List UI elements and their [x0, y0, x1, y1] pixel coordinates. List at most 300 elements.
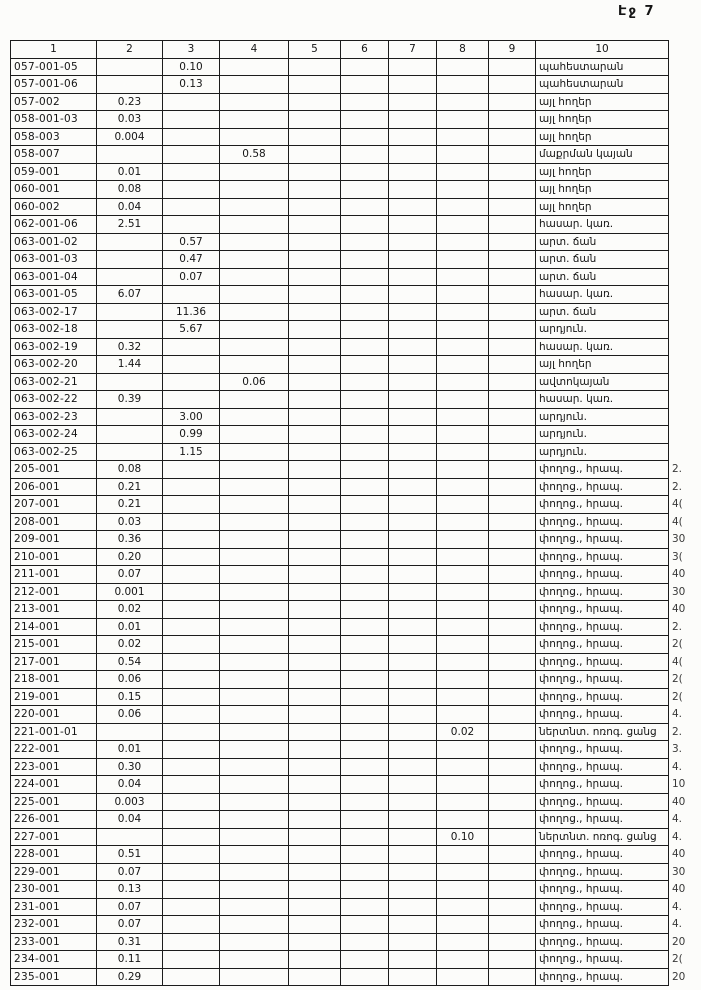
cell-col4: [220, 688, 289, 706]
cell-col6: [341, 111, 389, 129]
cell-col1: 213-001: [11, 601, 97, 619]
cell-col6: [341, 163, 389, 181]
cell-col1: 063-002-20: [11, 356, 97, 374]
cell-col5: [289, 601, 341, 619]
cell-col7: [389, 758, 437, 776]
cell-col6: [341, 268, 389, 286]
cell-col3: 0.47: [163, 251, 220, 269]
cell-col4: [220, 566, 289, 584]
margin-note: [669, 443, 699, 461]
cell-col1: 235-001: [11, 968, 97, 986]
margin-note: [669, 111, 699, 129]
cell-col8: [437, 58, 489, 76]
cell-col4: [220, 758, 289, 776]
cell-col7: [389, 548, 437, 566]
cell-col7: [389, 93, 437, 111]
cell-col9: [489, 93, 536, 111]
cell-col10: այլ հողեր: [536, 181, 669, 199]
cell-col1: 063-002-19: [11, 338, 97, 356]
cell-col3: [163, 863, 220, 881]
cell-col6: [341, 146, 389, 164]
cell-col6: [341, 198, 389, 216]
cell-col10: փողոց., հրապ.: [536, 636, 669, 654]
margin-note: 40: [672, 883, 686, 896]
cell-col4: [220, 741, 289, 759]
margin-note: 40: [672, 848, 686, 861]
cell-col9: [489, 968, 536, 986]
margin-spacer: [669, 41, 699, 59]
cell-col3: [163, 286, 220, 304]
margin-note: [669, 356, 699, 374]
cell-col8: [437, 706, 489, 724]
cell-col4: 0.58: [220, 146, 289, 164]
cell-col1: 230-001: [11, 881, 97, 899]
cell-col6: [341, 688, 389, 706]
cell-col10: պահեստարան: [536, 76, 669, 94]
cell-col7: [389, 443, 437, 461]
table-row: [11, 653, 699, 671]
cell-col4: [220, 76, 289, 94]
cell-col6: [341, 723, 389, 741]
cell-col7: [389, 601, 437, 619]
cell-col3: [163, 391, 220, 409]
cell-col8: [437, 338, 489, 356]
cell-col8: [437, 478, 489, 496]
cell-col8: [437, 93, 489, 111]
cell-col10: փողոց., հրապ.: [536, 601, 669, 619]
cell-col3: [163, 671, 220, 689]
cell-col9: [489, 163, 536, 181]
cell-col3: [163, 846, 220, 864]
table-row: [11, 111, 699, 129]
cell-col5: [289, 933, 341, 951]
cell-col10: փողոց., հրապ.: [536, 898, 669, 916]
cell-col1: 229-001: [11, 863, 97, 881]
cell-col9: [489, 111, 536, 129]
cell-col10: փողոց., հրապ.: [536, 951, 669, 969]
cell-col7: [389, 128, 437, 146]
cell-col5: [289, 146, 341, 164]
margin-note: 40: [672, 568, 686, 581]
cell-col9: [489, 513, 536, 531]
cell-col10: փողոց., հրապ.: [536, 968, 669, 986]
cell-col10: հասար. կառ.: [536, 286, 669, 304]
cell-col2: [97, 426, 163, 444]
cell-col6: [341, 671, 389, 689]
cell-col9: [489, 373, 536, 391]
table-row: [11, 776, 699, 794]
cell-col9: [489, 496, 536, 514]
cell-col10: փողոց., հրապ.: [536, 881, 669, 899]
cell-col2: 0.32: [97, 338, 163, 356]
table-row: [11, 93, 699, 111]
margin-note: 2.: [672, 480, 683, 493]
table-header-row: [11, 41, 699, 59]
cell-col10: փողոց., հրապ.: [536, 793, 669, 811]
cell-col8: [437, 373, 489, 391]
cell-col1: 231-001: [11, 898, 97, 916]
cell-col1: 218-001: [11, 671, 97, 689]
cell-col7: [389, 76, 437, 94]
cell-col2: 0.54: [97, 653, 163, 671]
cell-col9: [489, 601, 536, 619]
cell-col3: [163, 356, 220, 374]
cell-col4: [220, 933, 289, 951]
cell-col7: [389, 811, 437, 829]
cell-col4: [220, 233, 289, 251]
table-row: [11, 811, 699, 829]
cell-col5: [289, 723, 341, 741]
cell-col3: 0.57: [163, 233, 220, 251]
cell-col4: [220, 461, 289, 479]
cell-col6: [341, 846, 389, 864]
cell-col9: [489, 583, 536, 601]
cell-col4: [220, 513, 289, 531]
cell-col10: ներտնտ. ոռոգ. ցանց: [536, 723, 669, 741]
cell-col8: [437, 601, 489, 619]
cell-col5: [289, 216, 341, 234]
cell-col4: [220, 601, 289, 619]
cell-col1: 234-001: [11, 951, 97, 969]
cell-col3: 1.15: [163, 443, 220, 461]
cell-col2: [97, 373, 163, 391]
cell-col4: [220, 111, 289, 129]
cell-col7: [389, 881, 437, 899]
cell-col5: [289, 671, 341, 689]
cell-col4: [220, 408, 289, 426]
cell-col10: փողոց., հրապ.: [536, 741, 669, 759]
cell-col2: [97, 828, 163, 846]
margin-note: 30: [672, 533, 686, 546]
cell-col10: արտ. ճան: [536, 268, 669, 286]
cell-col6: [341, 933, 389, 951]
cell-col10: փողոց., հրապ.: [536, 671, 669, 689]
cell-col2: [97, 76, 163, 94]
cell-col3: [163, 128, 220, 146]
cell-col6: [341, 706, 389, 724]
margin-note: [669, 198, 699, 216]
cell-col7: [389, 356, 437, 374]
cell-col7: [389, 618, 437, 636]
table-row: [11, 636, 699, 654]
cell-col2: 0.06: [97, 706, 163, 724]
table-row: [11, 688, 699, 706]
cell-col10: պահեստարան: [536, 58, 669, 76]
cell-col6: [341, 776, 389, 794]
cell-col5: [289, 373, 341, 391]
cell-col1: 212-001: [11, 583, 97, 601]
cell-col4: [220, 811, 289, 829]
cell-col3: [163, 776, 220, 794]
table-row: [11, 163, 699, 181]
cell-col2: 0.21: [97, 496, 163, 514]
cell-col5: [289, 111, 341, 129]
margin-note: 40: [672, 603, 686, 616]
cell-col7: [389, 951, 437, 969]
cell-col3: 0.07: [163, 268, 220, 286]
table-row: [11, 321, 699, 339]
table-row: [11, 461, 699, 479]
cell-col1: 060-001: [11, 181, 97, 199]
margin-note: 4(: [672, 498, 683, 511]
cell-col4: [220, 93, 289, 111]
cell-col5: [289, 688, 341, 706]
cell-col2: [97, 146, 163, 164]
table-row: [11, 268, 699, 286]
table-row: [11, 216, 699, 234]
cell-col1: 063-002-23: [11, 408, 97, 426]
cell-col10: փողոց., հրապ.: [536, 933, 669, 951]
cell-col7: [389, 513, 437, 531]
cell-col3: [163, 146, 220, 164]
margin-note: 4(: [672, 515, 683, 528]
cell-col7: [389, 933, 437, 951]
cell-col1: 223-001: [11, 758, 97, 776]
cell-col7: [389, 373, 437, 391]
cell-col10: փողոց., հրապ.: [536, 513, 669, 531]
cell-col4: [220, 426, 289, 444]
cell-col1: 205-001: [11, 461, 97, 479]
cell-col1: 063-002-21: [11, 373, 97, 391]
cell-col6: [341, 601, 389, 619]
cell-col7: [389, 181, 437, 199]
cell-col6: [341, 881, 389, 899]
cell-col8: [437, 408, 489, 426]
cell-col8: [437, 653, 489, 671]
cell-col7: [389, 636, 437, 654]
cell-col6: [341, 793, 389, 811]
cell-col9: [489, 268, 536, 286]
cell-col2: 0.03: [97, 111, 163, 129]
cell-col6: [341, 478, 389, 496]
table-row: [11, 828, 699, 846]
cell-col2: 0.06: [97, 671, 163, 689]
cell-col3: [163, 601, 220, 619]
margin-note: 4.: [672, 813, 683, 826]
table-row: [11, 933, 699, 951]
cell-col4: [220, 321, 289, 339]
table-row: [11, 706, 699, 724]
table-row: [11, 286, 699, 304]
cell-col2: 0.39: [97, 391, 163, 409]
cell-col8: [437, 863, 489, 881]
cell-col8: [437, 898, 489, 916]
cell-col4: [220, 286, 289, 304]
cell-col6: [341, 618, 389, 636]
cell-col2: 0.13: [97, 881, 163, 899]
cell-col9: [489, 531, 536, 549]
table-row: [11, 496, 699, 514]
cell-col1: 219-001: [11, 688, 97, 706]
table-row: [11, 548, 699, 566]
cell-col9: [489, 951, 536, 969]
margin-note: [669, 408, 699, 426]
cell-col9: [489, 811, 536, 829]
table-row: [11, 758, 699, 776]
cell-col1: 217-001: [11, 653, 97, 671]
cell-col6: [341, 741, 389, 759]
cell-col2: 0.51: [97, 846, 163, 864]
cell-col6: [341, 181, 389, 199]
cell-col9: [489, 776, 536, 794]
cell-col8: [437, 128, 489, 146]
cell-col10: հասար. կառ.: [536, 216, 669, 234]
column-header: 10: [536, 41, 669, 59]
cell-col7: [389, 303, 437, 321]
margin-note: 20: [672, 970, 686, 983]
cell-col2: 0.29: [97, 968, 163, 986]
cell-col3: [163, 933, 220, 951]
cell-col3: [163, 496, 220, 514]
cell-col8: [437, 268, 489, 286]
cell-col6: [341, 303, 389, 321]
cell-col9: [489, 688, 536, 706]
cell-col9: [489, 566, 536, 584]
cell-col7: [389, 321, 437, 339]
column-header: 7: [389, 41, 437, 59]
cell-col8: [437, 548, 489, 566]
table-row: [11, 723, 699, 741]
cell-col2: 0.004: [97, 128, 163, 146]
cell-col6: [341, 321, 389, 339]
cell-col9: [489, 181, 536, 199]
cell-col8: [437, 443, 489, 461]
cell-col4: [220, 496, 289, 514]
cell-col2: 0.02: [97, 601, 163, 619]
cell-col2: [97, 408, 163, 426]
cell-col4: [220, 636, 289, 654]
cell-col5: [289, 916, 341, 934]
cell-col4: [220, 548, 289, 566]
table-row: [11, 146, 699, 164]
cell-col9: [489, 898, 536, 916]
table-row: [11, 198, 699, 216]
cell-col2: 0.04: [97, 776, 163, 794]
cell-col9: [489, 461, 536, 479]
cell-col3: [163, 793, 220, 811]
table-row: [11, 338, 699, 356]
cell-col1: 232-001: [11, 916, 97, 934]
margin-note: 3.: [672, 743, 683, 756]
table-row: [11, 373, 699, 391]
cell-col6: [341, 828, 389, 846]
cell-col10: փողոց., հրապ.: [536, 916, 669, 934]
margin-note: 30: [672, 865, 686, 878]
table-row: [11, 356, 699, 374]
cell-col4: [220, 863, 289, 881]
cell-col6: [341, 443, 389, 461]
cell-col5: [289, 741, 341, 759]
cell-col7: [389, 338, 437, 356]
cell-col4: [220, 846, 289, 864]
cell-col9: [489, 356, 536, 374]
table-row: [11, 181, 699, 199]
cell-col7: [389, 111, 437, 129]
cell-col3: [163, 916, 220, 934]
cell-col5: [289, 531, 341, 549]
cell-col9: [489, 146, 536, 164]
margin-note: [669, 181, 699, 199]
cell-col6: [341, 128, 389, 146]
margin-note: 4.: [672, 830, 683, 843]
cell-col1: 063-002-18: [11, 321, 97, 339]
cell-col3: [163, 741, 220, 759]
cell-col2: 0.07: [97, 916, 163, 934]
cell-col9: [489, 286, 536, 304]
cell-col10: հասար. կառ.: [536, 338, 669, 356]
cell-col3: [163, 706, 220, 724]
cell-col4: [220, 916, 289, 934]
cell-col1: 063-001-02: [11, 233, 97, 251]
cell-col4: [220, 251, 289, 269]
cell-col10: արտ. ճան: [536, 233, 669, 251]
column-header: 9: [489, 41, 536, 59]
margin-note: 3(: [672, 550, 683, 563]
table-row: [11, 741, 699, 759]
cell-col4: [220, 618, 289, 636]
cell-col9: [489, 58, 536, 76]
cell-col7: [389, 776, 437, 794]
page-number-label: Էջ 7: [618, 4, 656, 19]
cell-col5: [289, 478, 341, 496]
table-row: [11, 443, 699, 461]
cell-col9: [489, 198, 536, 216]
cell-col1: 208-001: [11, 513, 97, 531]
table-row: [11, 601, 699, 619]
margin-note: 20: [672, 935, 686, 948]
cell-col5: [289, 181, 341, 199]
margin-note: [669, 128, 699, 146]
cell-col6: [341, 216, 389, 234]
margin-note: [669, 233, 699, 251]
cell-col2: 1.44: [97, 356, 163, 374]
cell-col4: [220, 968, 289, 986]
cell-col7: [389, 671, 437, 689]
cell-col10: ներտնտ. ոռոգ. ցանց: [536, 828, 669, 846]
cell-col2: 0.11: [97, 951, 163, 969]
cell-col4: [220, 268, 289, 286]
cell-col10: մաքրման կայան: [536, 146, 669, 164]
cell-col7: [389, 268, 437, 286]
margin-note: [669, 58, 699, 76]
cell-col4: [220, 303, 289, 321]
cell-col8: [437, 76, 489, 94]
cell-col7: [389, 863, 437, 881]
margin-note: 4.: [672, 918, 683, 931]
cell-col1: 058-003: [11, 128, 97, 146]
cell-col9: [489, 76, 536, 94]
cell-col8: [437, 146, 489, 164]
cell-col2: 0.02: [97, 636, 163, 654]
margin-note: 4.: [672, 900, 683, 913]
column-header: 1: [11, 41, 97, 59]
table-row: [11, 128, 699, 146]
cell-col7: [389, 688, 437, 706]
land-parcels-table: [10, 40, 699, 986]
cell-col3: [163, 111, 220, 129]
cell-col6: [341, 461, 389, 479]
cell-col1: 206-001: [11, 478, 97, 496]
cell-col8: [437, 111, 489, 129]
margin-note: 2(: [672, 638, 683, 651]
cell-col10: արդյուն.: [536, 443, 669, 461]
cell-col3: [163, 723, 220, 741]
cell-col3: [163, 583, 220, 601]
cell-col5: [289, 461, 341, 479]
cell-col6: [341, 583, 389, 601]
cell-col10: այլ հողեր: [536, 93, 669, 111]
cell-col10: փողոց., հրապ.: [536, 863, 669, 881]
